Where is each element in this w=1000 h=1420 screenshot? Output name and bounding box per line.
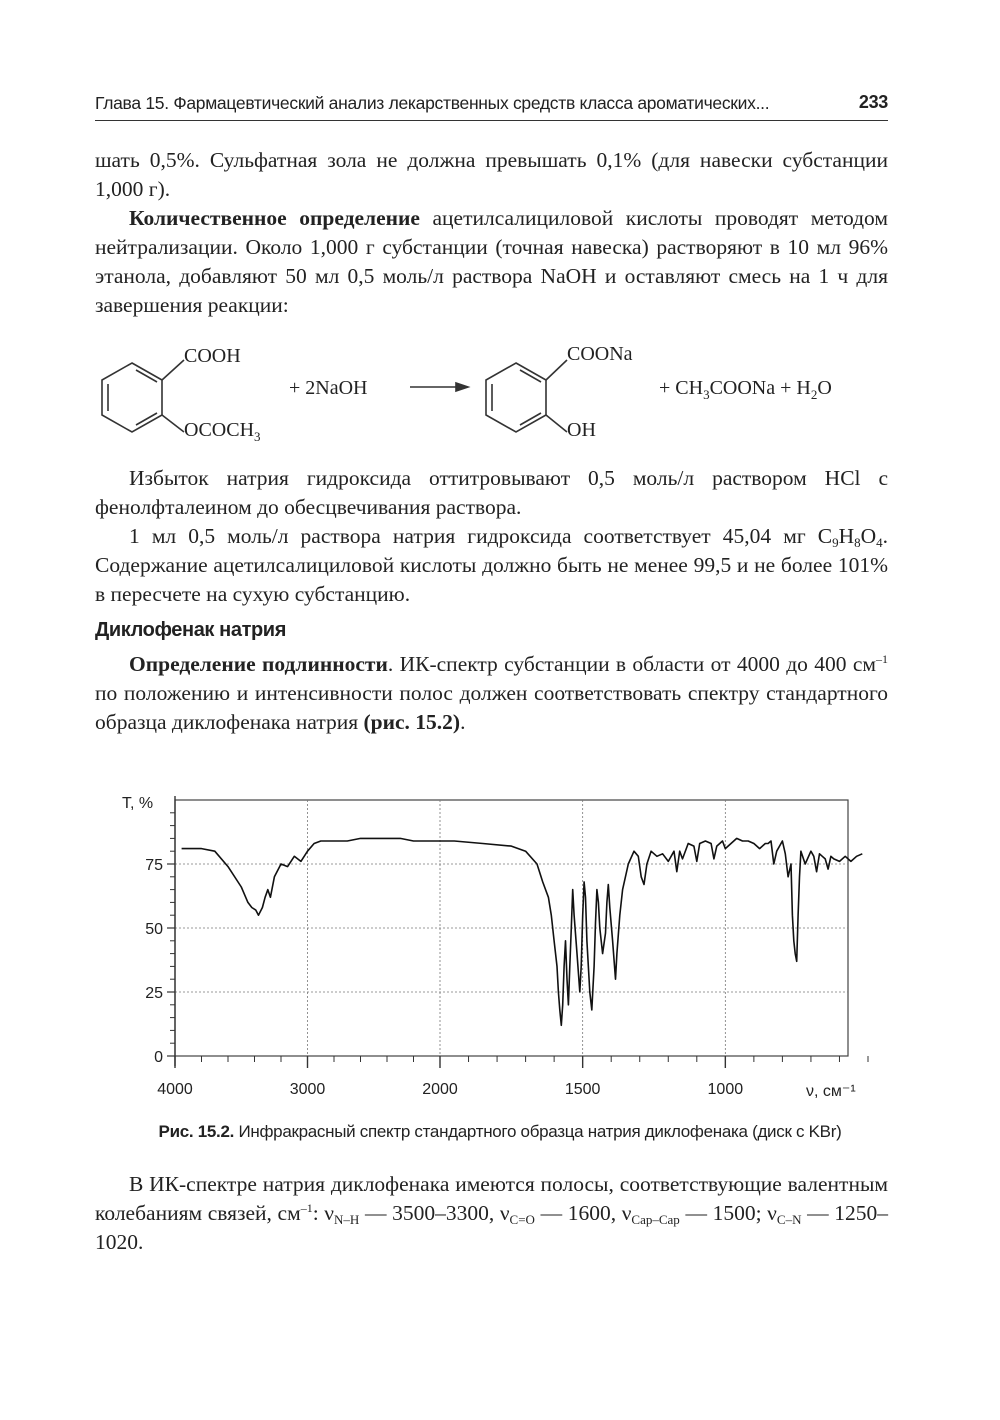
chapter-title: Глава 15. Фармацевтический анализ лекарственных средств класса ароматических...: [95, 93, 770, 113]
salicylate-coona: COONa: [567, 343, 633, 365]
y-tick-label: 25: [145, 985, 163, 1002]
paragraph-4: 1 мл 0,5 моль/л раствора натрия гидроксида соответствует 45,04 мг $C_9H_8O_4$. Содержание ацетилсалициловой кислоты должно быть не менее 99,5 и не более 101% в пересчете на сухую субстанцию.: [95, 524, 888, 606]
y-tick-label: 75: [145, 857, 163, 874]
figure-caption: [0, 1122, 1000, 1142]
x-axis-label: ν, см⁻¹: [806, 1083, 856, 1100]
page-number: 233: [858, 92, 888, 112]
y-axis-label: Т, %: [122, 795, 154, 812]
y-tick-label: 0: [154, 1049, 163, 1066]
salicylate-oh: OH: [567, 419, 596, 441]
caption-text: Инфракрасный спектр стандартного образца натрия диклофенака (диск с KBr): [234, 1122, 842, 1141]
byproducts: + $CH_3COONa + H_2O$: [659, 377, 832, 402]
section-title: Диклофенак натрия: [95, 619, 286, 641]
x-tick-label: 3000: [289, 1081, 326, 1098]
caption-label: Рис. 15.2.: [158, 1122, 235, 1141]
reagent-naoh: + 2NaOH: [289, 377, 368, 399]
aspirin-cooh: COOH: [184, 345, 241, 367]
x-tick-label: 4000: [157, 1081, 193, 1098]
aspirin-acetoxy: $OCOCH_3$: [184, 419, 261, 444]
x-tick-label: 2000: [422, 1081, 458, 1098]
paragraph-5: Определение подлинности. ИК-спектр субстанции в области от 4000 до 400 $см^{-1}$ по положению и интенсивности полос должен соответствовать спектру стандартного образца диклофенака натрия (рис. 15.2).: [95, 652, 889, 734]
identification-heading: Определение подлинности: [129, 652, 388, 676]
assay-heading: Количественное определение: [129, 206, 420, 230]
y-tick-label: 50: [145, 921, 163, 938]
paragraph-1-text: шать 0,5%. Сульфатная зола не должна превышать 0,1% (для навески субстанции 1,000 г).: [95, 148, 888, 201]
paragraph-6: В ИК-спектре натрия диклофенака имеются полосы, соответствующие валентным колебаниям связей, $см^{-1}$: $\nu_{N-H}$ — 3500–3300, $\nu_{C=O}$ — 1600, $\nu_{Cap-Cap}$ — 1500; $\nu_{C-N}$ — 1250–1020.: [95, 1172, 888, 1254]
figure-reference[interactable]: (рис. 15.2): [363, 710, 461, 734]
x-tick-label: 1500: [564, 1081, 601, 1098]
paragraph-2-text: ацетилсалициловой кислоты проводят методом нейтрализации. Около 1,000 г субстанции (точная навеска) растворяют в 10 мл 96% этанола, добавляют 50 мл 0,5 моль/л раствора NaOH и оставляют смесь на 1 ч для завершения реакции:: [95, 206, 889, 317]
paragraph-3-text: Избыток натрия гидроксида оттитровывают 0,5 моль/л раствором HCl с фенолфталеином до обесцвечивания раствора.: [95, 466, 888, 519]
x-tick-label: 1000: [707, 1081, 744, 1098]
spectrum-line: [182, 838, 863, 1025]
